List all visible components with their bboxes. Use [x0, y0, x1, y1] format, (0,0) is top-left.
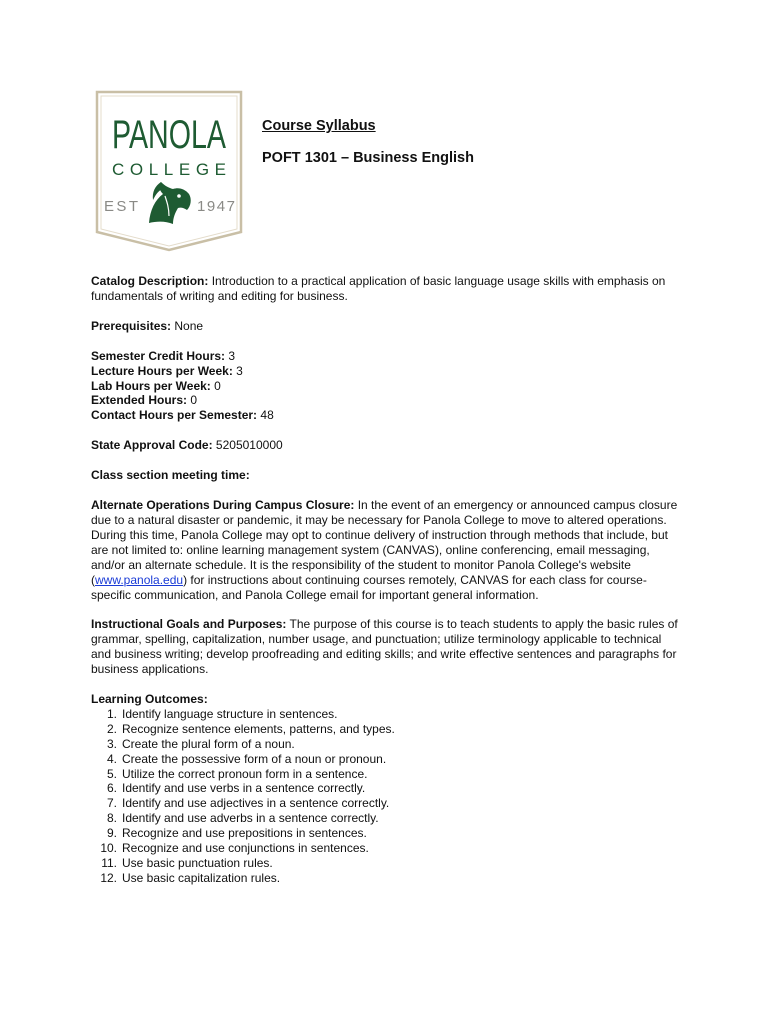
prerequisites-label: Prerequisites:	[91, 318, 172, 333]
extended-hours-label: Extended Hours:	[91, 393, 188, 408]
lab-hours-value: 0	[214, 378, 221, 393]
list-item-number: 3.	[106, 736, 117, 751]
catalog-description	[91, 274, 681, 304]
class-section-label: Class section meeting time:	[91, 468, 250, 483]
instructional-goals-label: Instructional Goals and Purposes:	[91, 617, 287, 632]
semester-credit-label: Semester Credit Hours:	[91, 348, 226, 363]
list-item-text: Identify and use adverbs in a sentence correctly.	[122, 811, 379, 826]
class-section-meeting-time	[91, 468, 681, 483]
course-title: POFT 1301 – Business English	[262, 150, 474, 166]
list-item-text: Recognize and use conjunctions in sentences.	[122, 841, 369, 856]
extended-hours	[91, 393, 681, 408]
list-item	[91, 871, 681, 886]
list-item-text: Recognize sentence elements, patterns, and types.	[122, 721, 395, 736]
catalog-label: Catalog Description:	[91, 274, 209, 288]
list-item-number: 7.	[106, 796, 117, 811]
logo-year: 1947	[197, 198, 235, 215]
list-item-text: Create the plural form of a noun.	[122, 736, 295, 751]
lab-hours-label: Lab Hours per Week:	[91, 378, 211, 393]
alternate-operations-text-2: ) for instructions about continuing courses remotely, CANVAS for each class for course-specific communication, and Panola College email for important general information.	[91, 572, 647, 602]
lecture-hours-value: 3	[236, 363, 243, 378]
list-item	[91, 856, 681, 871]
panola-college-logo	[95, 90, 243, 252]
list-item-text: Utilize the correct pronoun form in a sentence.	[122, 766, 368, 781]
state-approval-value: 5205010000	[215, 438, 283, 453]
list-item-number: 11.	[101, 856, 117, 870]
semester-credit-value: 3	[228, 348, 236, 363]
list-item-number: 1.	[106, 706, 117, 721]
state-approval-label: State Approval Code:	[91, 438, 213, 453]
list-item	[91, 707, 681, 722]
list-item-number: 6.	[106, 781, 117, 796]
list-item	[91, 841, 681, 856]
hours-block	[91, 349, 681, 424]
list-item	[91, 781, 681, 796]
logo-name-bottom: COLLEGE	[112, 160, 226, 179]
learning-outcomes-label: Learning Outcomes:	[91, 692, 208, 707]
list-item-number: 2.	[106, 721, 117, 736]
list-item-text: Recognize and use prepositions in sentences.	[122, 826, 367, 841]
state-approval-code	[91, 438, 681, 453]
syllabus-body	[91, 274, 681, 886]
list-item-number: 9.	[106, 826, 117, 841]
list-item-text: Use basic punctuation rules.	[122, 856, 273, 870]
learning-outcomes-list	[91, 707, 681, 886]
logo-crest	[95, 90, 243, 252]
list-item-text: Identify and use adjectives in a sentence correctly.	[122, 796, 390, 811]
lecture-hours-label: Lecture Hours per Week:	[91, 363, 233, 378]
lab-hours	[91, 379, 681, 394]
list-item-number: 5.	[106, 766, 117, 781]
list-item	[91, 767, 681, 782]
catalog-text: Introduction to a practical application of basic language usage skills with emphasis on fundamentals of writing and editing for business.	[91, 274, 666, 303]
panola-website-link[interactable]: www.panola.edu	[95, 572, 184, 587]
alternate-operations	[91, 498, 681, 602]
list-item-number: 4.	[106, 751, 117, 766]
list-item-text: Create the possessive form of a noun or pronoun.	[122, 751, 387, 766]
list-item	[91, 826, 681, 841]
syllabus-header	[262, 117, 682, 167]
contact-hours	[91, 408, 681, 423]
list-item-number: 10.	[100, 841, 117, 856]
list-item	[91, 796, 681, 811]
list-item	[91, 752, 681, 767]
list-item-text: Identify and use verbs in a sentence correctly.	[122, 781, 366, 796]
instructional-goals-text: The purpose of this course is to teach students to apply the basic rules of grammar, spelling, capitalization, number usage, and punctuation; utilize terminology applicable to technical and business writing; develop proofreading and editing skills; and write effective sentences and paragraphs for business applications.	[91, 617, 678, 677]
logo-name-top: PANOLA	[112, 113, 227, 157]
page-title: Course Syllabus	[262, 118, 376, 134]
list-item	[91, 737, 681, 752]
lecture-hours	[91, 364, 681, 379]
list-item-number: 12.	[100, 870, 117, 885]
prerequisites-value: None	[174, 318, 204, 333]
semester-credit-hours	[91, 349, 681, 364]
learning-outcomes	[91, 692, 681, 886]
logo-est: EST	[104, 198, 138, 215]
list-item-number: 8.	[106, 811, 117, 826]
list-item	[91, 811, 681, 826]
alternate-operations-text-1: In the event of an emergency or announced campus closure due to a natural disaster or pandemic, it may be necessary for Panola College to move to altered operations. During this time, Panola College may opt to continue delivery of instruction through methods that include, but are not limited to: online learning management system (CANVAS), online conferencing, email messaging, and/or an alternate schedule. It is the responsibility of the student to monitor Panola College's website (	[91, 498, 678, 587]
contact-hours-label: Contact Hours per Semester:	[91, 408, 258, 423]
list-item-text: Identify language structure in sentences.	[122, 706, 338, 721]
list-item-text: Use basic capitalization rules.	[122, 870, 281, 885]
contact-hours-value: 48	[260, 408, 274, 423]
instructional-goals	[91, 617, 681, 677]
list-item	[91, 722, 681, 737]
extended-hours-value: 0	[190, 393, 198, 408]
alternate-operations-label: Alternate Operations During Campus Closure:	[91, 498, 355, 513]
prerequisites	[91, 319, 681, 334]
